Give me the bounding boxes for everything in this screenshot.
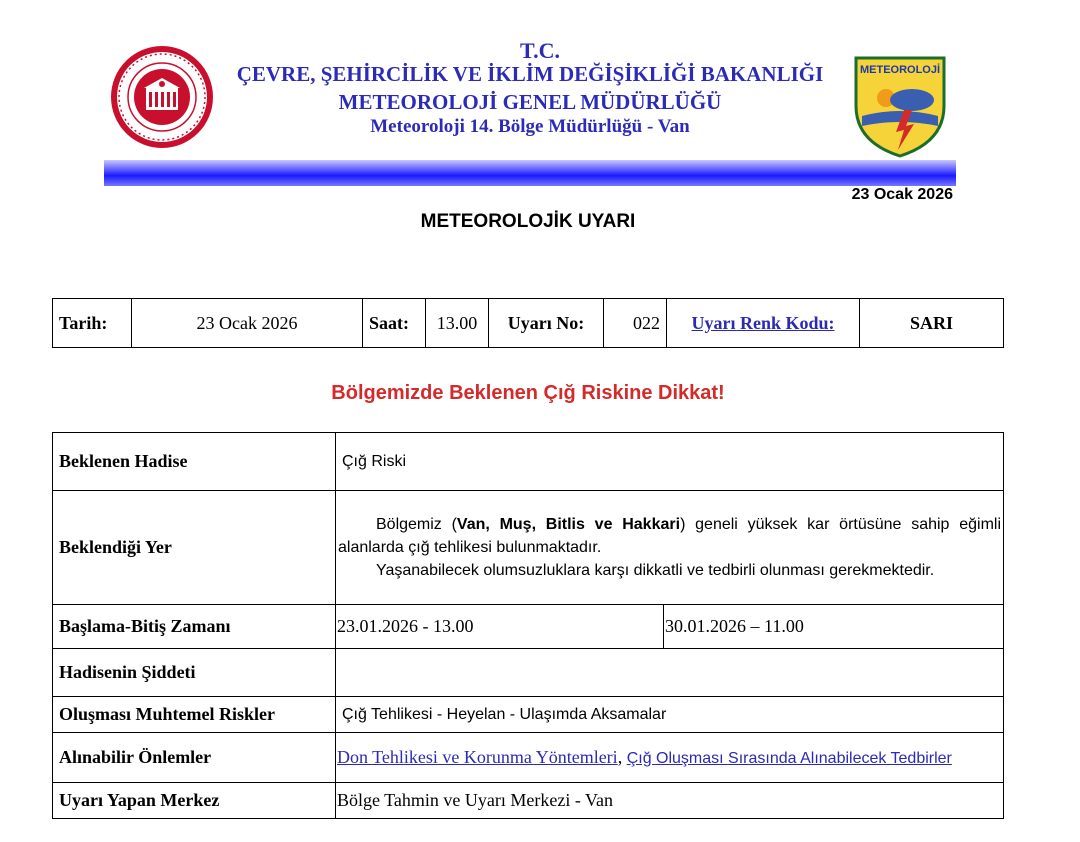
warning-no-value: 022 [604, 299, 667, 348]
date-label: Tarih: [53, 299, 132, 348]
details-table [52, 432, 1004, 819]
issuer-value: Bölge Tahmin ve Uyarı Merkezi - Van [336, 783, 1004, 819]
header-directorate: METEOROLOJİ GENEL MÜDÜRLÜĞÜ [338, 90, 722, 114]
header-tc: T.C. [520, 38, 560, 63]
location-value [336, 491, 1004, 605]
end-time: 30.01.2026 – 11.00 [664, 605, 1004, 649]
date-value: 23 Ocak 2026 [132, 299, 363, 348]
logo-text: METEOROLOJİ [859, 64, 941, 76]
time-range-label: Başlama-Bitiş Zamanı [53, 605, 336, 649]
measure-link-frost[interactable]: Don Tehlikesi ve Korunma Yöntemleri [337, 746, 618, 767]
info-table [52, 298, 1004, 348]
measure-link-avalanche[interactable]: Çığ Oluşması Sırasında Alınabilecek Tedbirler [626, 749, 952, 767]
document-date: 23 Ocak 2026 [851, 186, 953, 203]
start-time: 23.01.2026 - 13.00 [336, 605, 664, 649]
location-label: Beklendiği Yer [53, 491, 336, 605]
document-title: METEOROLOJİK UYARI [420, 211, 636, 232]
risks-value: Çığ Tehlikesi - Heyelan - Ulaşımda Aksamalar [336, 697, 1004, 733]
issuer-label: Uyarı Yapan Merkez [53, 783, 336, 819]
severity-label: Hadisenin Şiddeti [53, 649, 336, 697]
meteorology-shield-logo [852, 54, 948, 158]
header-divider-bar [104, 160, 956, 186]
header-ministry: ÇEVRE, ŞEHİRCİLİK VE İKLİM DEĞİŞİKLİĞİ BAKANLIĞI [236, 62, 824, 86]
header-regional: Meteoroloji 14. Bölge Müdürlüğü - Van [370, 116, 690, 137]
location-text-a: Bölgemiz ( [376, 516, 457, 533]
color-code-value: SARI [860, 299, 1004, 348]
risks-label: Oluşması Muhtemel Riskler [53, 697, 336, 733]
location-text-b: ) geneli yüksek kar örtüsüne sahip eğimli alanlarda çığ tehlikesi bulunmaktadır. [338, 516, 1002, 556]
measure-separator: , [617, 746, 627, 767]
alert-headline: Bölgemizde Beklenen Çığ Riskine Dikkat! [331, 382, 725, 404]
event-value: Çığ Riski [336, 433, 1004, 491]
location-advice: Yaşanabilecek olumsuzluklara karşı dikkatli ve tedbirli olunması gerekmektedir. [376, 562, 935, 579]
color-code-link[interactable]: Uyarı Renk Kodu: [691, 312, 835, 333]
event-label: Beklenen Hadise [53, 433, 336, 491]
measures-value [336, 733, 1004, 783]
warning-no-label: Uyarı No: [489, 299, 604, 348]
severity-value [336, 649, 1004, 697]
measures-label: Alınabilir Önlemler [53, 733, 336, 783]
time-label: Saat: [363, 299, 426, 348]
time-value: 13.00 [426, 299, 489, 348]
location-provinces: Van, Muş, Bitlis ve Hakkari [456, 516, 681, 533]
